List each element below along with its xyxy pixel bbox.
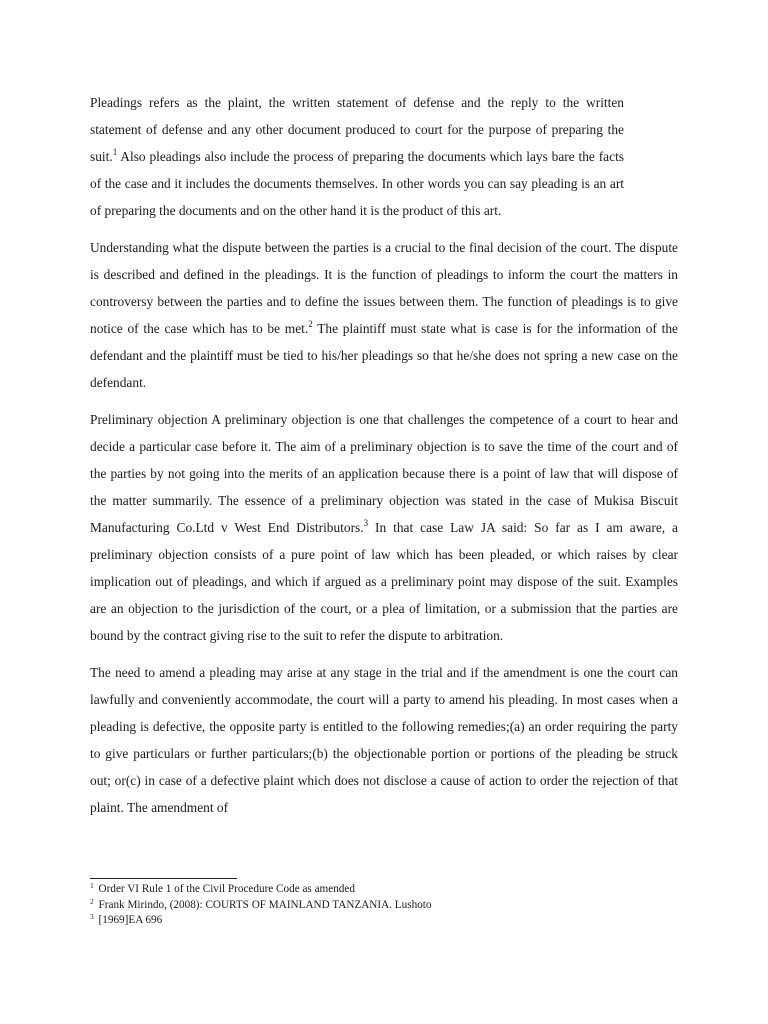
footnote-number: 1 (90, 881, 94, 890)
paragraph-text: Understanding what the dispute between the parties is a crucial to the final decision of the court. The dispute is described and defined in the pleadings. It is the function of pleadings to inform the court the matters in controversy between the parties and to define the issues between them. The function of pleadings is to give notice of the case which has to be met. (90, 240, 678, 336)
paragraph-pleadings-definition (90, 89, 624, 224)
footnote-ref-2[interactable]: 2 (308, 319, 313, 329)
paragraph-preliminary-objection (90, 406, 678, 649)
footnote-ref-1[interactable]: 1 (112, 147, 118, 157)
footnotes (90, 878, 678, 929)
paragraph-text: The need to amend a pleading may arise at any stage in the trial and if the amendment is one the court can lawfully and conveniently accommodate, the court will a party to amend his pleading. In most cases when a pleading is defective, the opposite party is entitled to the following remedies;(a) an order requiring the party to give particulars or further particulars;(b) the objectionable portion or portions of the pleading be struck out; or(c) in case of a defective plaint which does not disclose a cause of action to order the rejection of that plaint. The amendment of (90, 665, 678, 815)
paragraph-amendment (90, 659, 678, 821)
paragraph-text: Also pleadings also include the process of preparing the documents which lays bare the facts of the case and it includes the documents themselves. In other words you can say pleading is an art of preparing the documents and on the other hand it is the product of this art. (90, 149, 624, 218)
footnote-separator (90, 878, 237, 879)
paragraph-text: Preliminary objection A preliminary objection is one that challenges the competence of a court to hear and decide a particular case before it. The aim of a preliminary objection is to save the time of the court and of the parties by not going into the merits of an application because there is a point of law that will dispose of the matter summarily. The essence of a preliminary objection was stated in the case of Mukisa Biscuit Manufacturing Co.Ltd v West End Distributors. (90, 412, 678, 535)
footnote-text: Order VI Rule 1 of the Civil Procedure Code as amended (95, 883, 355, 895)
footnote-text: Frank Mirindo, (2008): COURTS OF MAINLAND TANZANIA. Lushoto (95, 898, 432, 911)
footnote-number: 3 (90, 912, 94, 921)
footnote-ref-3[interactable]: 3 (363, 518, 369, 528)
footnote-text: [1969]EA 696 (95, 914, 163, 926)
paragraph-dispute (90, 234, 678, 396)
document-body (90, 89, 678, 831)
paragraph-text: Pleadings refers as the plaint, the written statement of defense and the reply to the written statement of defense and any other document produced to court for the purpose of preparing the suit. (90, 95, 624, 164)
footnote-number: 2 (90, 896, 94, 906)
footnote-3 (90, 913, 678, 929)
paragraph-text: The plaintiff must state what is case is for the information of the defendant and the plaintiff must be tied to his/her pleadings so that he/she does not spring a new case on the defendant. (90, 321, 678, 390)
footnote-2 (90, 898, 678, 914)
paragraph-text: In that case Law JA said: So far as I am aware, a preliminary objection consists of a pure point of law which has been pleaded, or which raises by clear implication out of pleadings, and which if argued as a preliminary point may dispose of the suit. Examples are an objection to the jurisdiction of the court, or a plea of limitation, or a submission that the parties are bound by the contract giving rise to the suit to refer the dispute to arbitration. (90, 520, 678, 643)
footnote-1 (90, 882, 678, 898)
